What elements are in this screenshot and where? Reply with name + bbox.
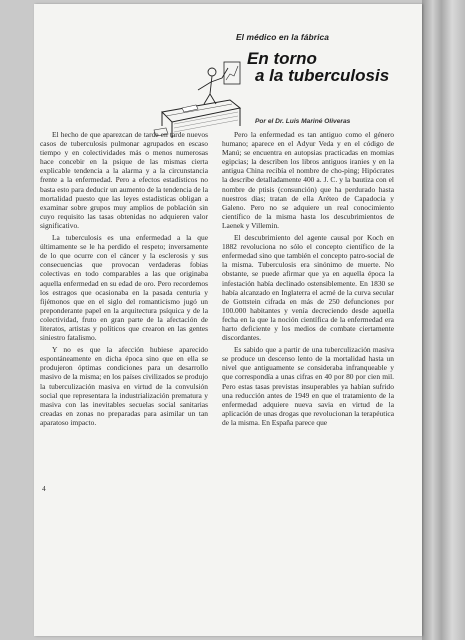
page-number: 4 <box>42 484 46 493</box>
title-line-1: En torno <box>247 49 317 68</box>
paragraph: Y no es que la afección hubiese aparecido espontáneamente en dicha época sino que en ella se produjeron óptimas condiciones para un desarrollo masivo de la misma; en los países civilizados se produjo la tuberculización masiva en virtud de la convulsión social que representara la industrialización prematura y masiva con las inevitables secuelas social sanitarias creadas en zonas no preparadas para asimilar un tan aparatoso impacto. <box>40 345 208 427</box>
paragraph: El descubrimiento del agente causal por Koch en 1882 revoluciona no sólo el concepto científico de la enfermedad sino que también el concepto patro-social de la misma. Tuberculosis era sinónimo de muerte. No obstante, se puede afirmar que ya en aquella época la infestación había declinado ostensiblemente. En 1830 se había alcanzado en Inglaterra el acmé de la curva secular de Gottstein cifrada en más de 250 defunciones por 100.000 habitantes y venía decreciendo desde aquella fecha en la que la noción científica de la enfermedad era harto deficiente y los medios de combate ciertamente discordantes. <box>222 233 394 343</box>
paragraph: El hecho de que aparezcan de tarde en tarde nuevos casos de tuberculosis pulmonar agrupados en escaso tiempo y en colectividades más o menos numerosas hace concebir en la psique de las mismas cierta explicable tendencia a la alarma y a la circunstancia frente a la enfermedad. Pero a efectos estadísticos no basta esto para deducir un aumento de la tendencia de la mortalidad puesto que las leyes estadísticas obligan a examinar sobre grupos muy amplios de población sin cuyo requisito las tasas obtenidas no adquieren valor significativo. <box>40 130 208 230</box>
doctor-illustration <box>152 60 247 140</box>
paragraph: Es sabido que a partir de una tuberculización masiva se produce un descenso lento de la mortalidad hasta un nivel que antiguamente se consideraba infranqueable y que correspondía a unas cifras en 40 por 80 por cien mil. Pero estas tasas previstas insuperables ya habían sufrido una reducción antes de 1949 en que el tratamiento de la enfermedad adquiere nueva savia en virtud de la aplicación de unas drogas que revolucionan la terapéutica de la misma. En España parece que <box>222 345 394 427</box>
article-title <box>247 50 397 84</box>
paragraph: Pero la enfermedad es tan antiguo como el género humano; aparece en el Adyur Veda y en el código de Manú; se encuentra en autopsias practicadas en momias egipcias; la describen los libros antiguos iranies y en la antigua China recibía el nombre de cho-ping; Hipócrates la describe detalladamente 400 a. J. C. y la bautiza con el nombre de ptisis (consunción) que ha perdurado hasta nuestros días; tratan de ella Aréteo de Capadocia y Galeno. Pero no se adquiere un real conocimiento científico de la misma hasta los descubrimientos de Laenek y Villemin. <box>222 130 394 230</box>
author-byline: Por el Dr. Luis Mariné Oliveras <box>255 118 351 125</box>
paragraph: La tuberculosis es una enfermedad a la que últimamente se le ha perdido el respeto; inversamente de lo que ocurre con el cáncer y la esclerosis y sus consecuencias que provocan verdaderas fobias colectivas en todo comparables a las que originaba aquella enfermedad en su edad de oro. Pero recordemos los estragos que ocasionaba en la pasada centuria y fijémonos que en el siglo del romanticismo jugó un preponderante papel en la arquitectura psíquica y de la colectividad, fruto en gran parte de la afectación de literatos, artistas y políticos que crearon en las gentes siniestro fatalismo. <box>40 233 208 343</box>
adjacent-page-edge <box>422 0 465 640</box>
section-label: El médico en la fábrica <box>236 32 330 42</box>
left-column <box>40 130 208 430</box>
title-line-2: a la tuberculosis <box>255 66 390 85</box>
right-column <box>222 130 394 430</box>
